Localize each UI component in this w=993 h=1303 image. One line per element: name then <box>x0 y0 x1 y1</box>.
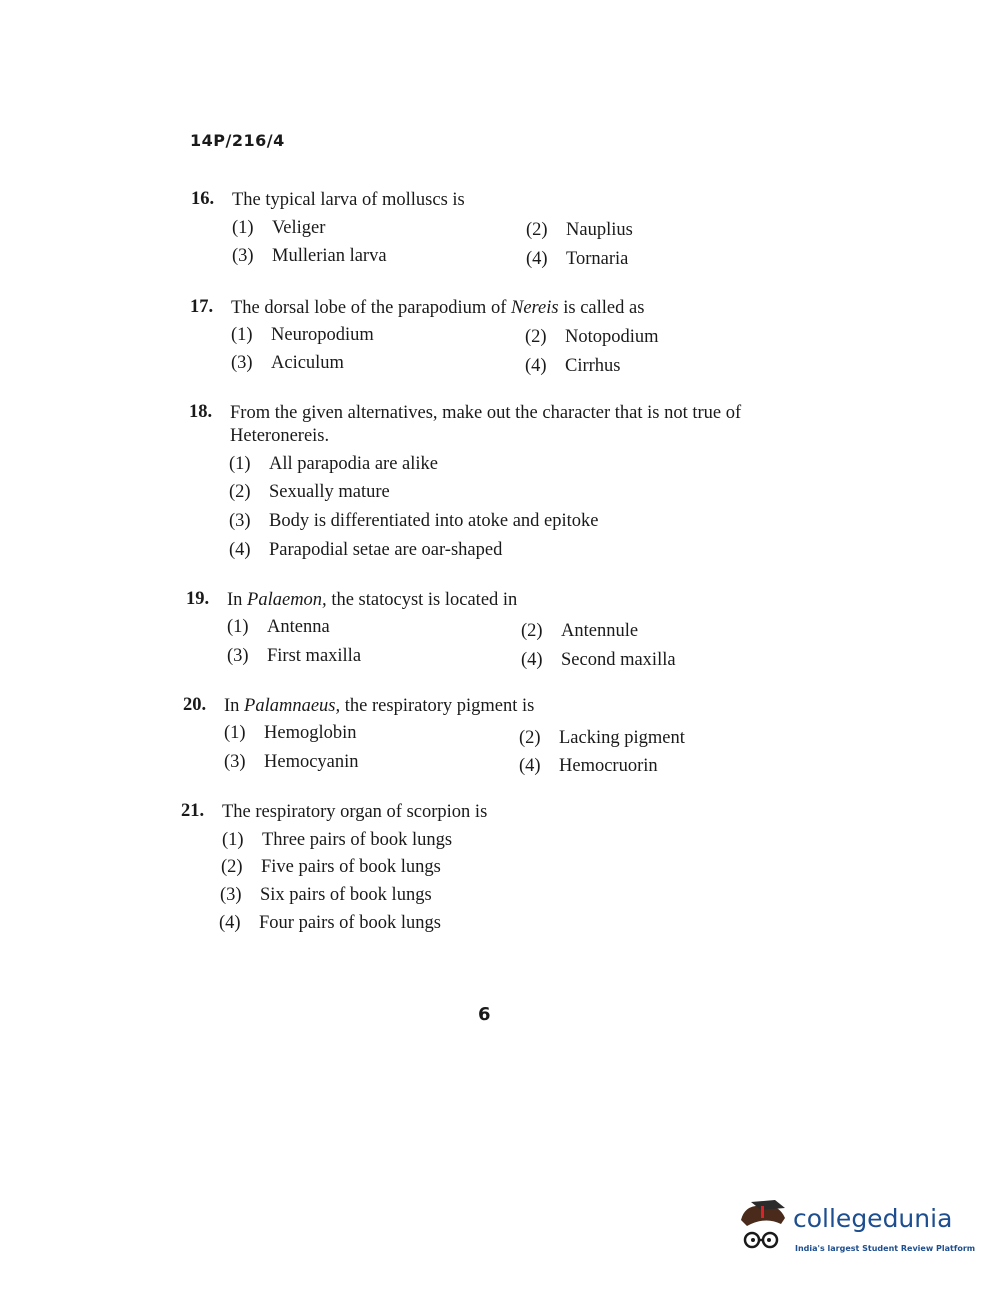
option-text: Cirrhus <box>565 356 621 376</box>
option <box>232 246 387 267</box>
option <box>526 249 628 270</box>
option-text: Four pairs of book lungs <box>259 913 441 933</box>
option <box>519 756 658 777</box>
option-text: First maxilla <box>267 646 362 666</box>
option-text: Veliger <box>272 218 326 238</box>
option-number: (1) <box>229 454 251 474</box>
question-stem: The typical larva of molluscs is <box>232 190 465 210</box>
option <box>231 353 344 374</box>
option-number: (2) <box>526 220 548 240</box>
option-number: (4) <box>521 650 543 670</box>
option <box>229 511 599 532</box>
option-number: (2) <box>221 857 243 877</box>
option-text: Lacking pigment <box>559 728 685 748</box>
option-number: (3) <box>220 885 242 905</box>
option-text: Hemoglobin <box>264 723 357 743</box>
option-text: Hemocyanin <box>264 752 359 772</box>
option-number: (4) <box>519 756 541 776</box>
option-text: Sexually mature <box>269 482 390 502</box>
option-number: (3) <box>227 646 249 666</box>
option-text: Parapodial setae are oar-shaped <box>269 540 503 560</box>
option <box>227 617 330 638</box>
option-text: Antennule <box>561 621 639 641</box>
question-stem: The respiratory organ of scorpion is <box>222 802 488 822</box>
watermark-logo <box>735 1198 976 1258</box>
option <box>521 621 638 642</box>
option <box>229 540 502 561</box>
option-text: Mullerian larva <box>272 246 387 266</box>
option <box>219 913 441 934</box>
option-number: (4) <box>219 913 241 933</box>
option <box>525 327 659 348</box>
page-number: 6 <box>478 1004 491 1025</box>
watermark-tagline: India's largest Student Review Platform <box>795 1244 976 1253</box>
option <box>232 218 325 239</box>
watermark-brand: collegedunia <box>793 1204 953 1233</box>
question-number: 20. <box>183 695 207 715</box>
option-number: (4) <box>229 540 251 560</box>
option-text: Hemocruorin <box>559 756 658 776</box>
option <box>521 650 676 671</box>
option-text: Aciculum <box>271 353 344 373</box>
question-number: 17. <box>190 297 214 317</box>
option-text: Second maxilla <box>561 650 676 670</box>
option-number: (3) <box>229 511 251 531</box>
option <box>525 356 621 377</box>
paper-code: 14P/216/4 <box>190 131 285 150</box>
option <box>221 857 441 878</box>
option <box>224 752 359 773</box>
question-stem: From the given alternatives, make out the character that is not true of Heteronereis. <box>230 403 742 446</box>
option <box>229 482 390 503</box>
question-number: 21. <box>181 801 205 821</box>
option-number: (3) <box>231 353 253 373</box>
option <box>229 454 438 475</box>
option-text: Six pairs of book lungs <box>260 885 432 905</box>
option-text: Five pairs of book lungs <box>261 857 441 877</box>
question-stem: In Palaemon, the statocyst is located in <box>227 590 518 610</box>
option-number: (3) <box>224 752 246 772</box>
option-text: Antenna <box>267 617 330 637</box>
option-text: All parapodia are alike <box>269 454 438 474</box>
option-number: (3) <box>232 246 254 266</box>
option-number: (4) <box>526 249 548 269</box>
mascot-icon <box>735 1198 791 1256</box>
option-number: (1) <box>227 617 249 637</box>
option-text: Three pairs of book lungs <box>262 830 453 850</box>
option-text: Neuropodium <box>271 325 374 345</box>
option-number: (2) <box>519 728 541 748</box>
question-stem: The dorsal lobe of the parapodium of Nereis is called as <box>231 298 645 318</box>
option-number: (1) <box>231 325 253 345</box>
option-text: Tornaria <box>566 249 629 269</box>
option <box>231 325 374 346</box>
option-number: (1) <box>222 830 244 850</box>
option-number: (2) <box>521 621 543 641</box>
question-number: 16. <box>191 189 215 209</box>
option-number: (4) <box>525 356 547 376</box>
option-number: (1) <box>224 723 246 743</box>
option-number: (2) <box>525 327 547 347</box>
option <box>227 646 361 667</box>
option <box>519 728 685 749</box>
option-text: Nauplius <box>566 220 633 240</box>
option <box>526 220 633 241</box>
option-number: (1) <box>232 218 254 238</box>
question-stem: In Palamnaeus, the respiratory pigment is <box>224 696 535 716</box>
question-number: 18. <box>189 402 213 422</box>
question-number: 19. <box>186 589 210 609</box>
option <box>222 830 452 851</box>
option-number: (2) <box>229 482 251 502</box>
option-text: Notopodium <box>565 327 659 347</box>
option-text: Body is differentiated into atoke and epitoke <box>269 511 599 531</box>
option <box>224 723 357 744</box>
option <box>220 885 432 906</box>
